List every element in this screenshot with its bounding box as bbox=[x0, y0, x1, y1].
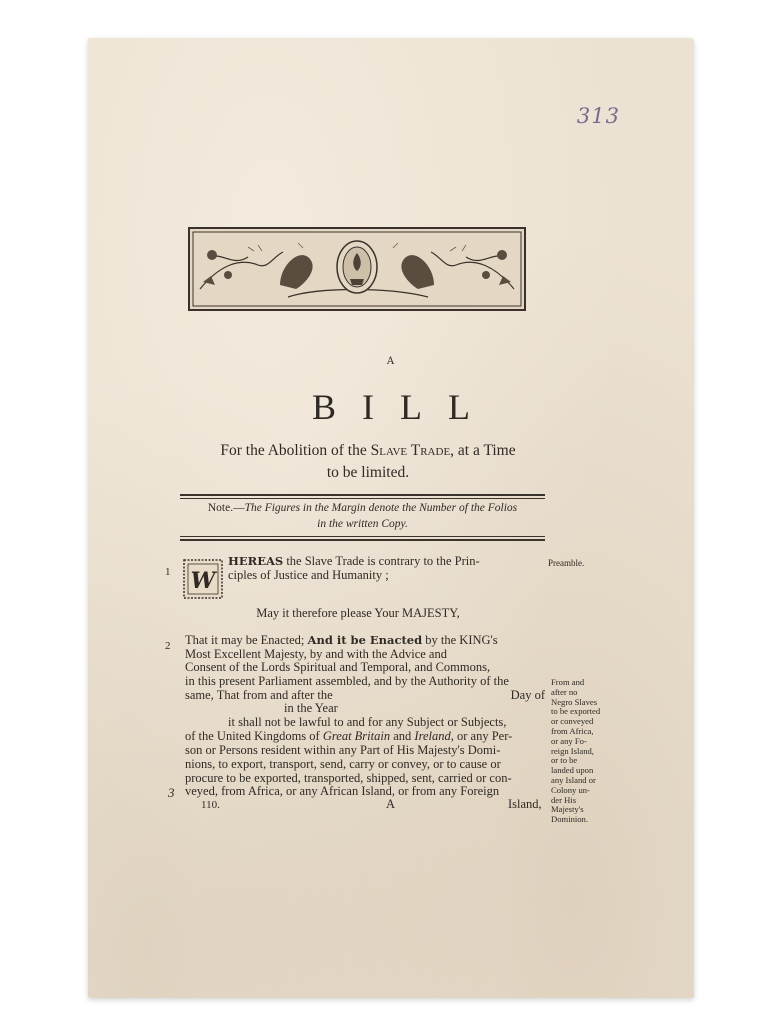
great-britain: Great Britain bbox=[322, 729, 391, 743]
body-line-9: son or Persons resident within any Part of His Majesty's Domi- bbox=[185, 743, 501, 757]
body-line-8-post: , or any Per- bbox=[450, 729, 513, 743]
side-note-line: any Island or bbox=[551, 774, 596, 785]
folio-number: 313 bbox=[576, 104, 620, 128]
side-note-line: or to be bbox=[551, 755, 578, 766]
rule-bottom bbox=[180, 539, 545, 541]
body-line-1-pre: That it may be Enacted; bbox=[185, 633, 308, 647]
whereas-word: HEREAS bbox=[228, 554, 284, 568]
body-line-10: nions, to export, transport, send, carry or convey, or to cause or bbox=[185, 757, 501, 771]
side-note-line: to be exported bbox=[551, 706, 601, 717]
folio-note bbox=[180, 500, 545, 532]
body-line-5-pre: same, That from and after the bbox=[185, 688, 333, 702]
side-note-line: Colony un- bbox=[551, 784, 590, 795]
subtitle-slave-trade: Slave Trade bbox=[370, 442, 451, 459]
body-line-5 bbox=[185, 689, 545, 703]
engraved-banner bbox=[188, 227, 526, 311]
document-subtitle bbox=[178, 440, 558, 484]
body-line-4: in this present Parliament assembled, and by the Authority of the bbox=[185, 674, 509, 688]
side-note-line: reign Island, bbox=[551, 745, 594, 756]
body-line-2: Most Excellent Majesty, by and with the Advice and bbox=[185, 647, 447, 661]
margin-folio-1: 1 bbox=[165, 566, 171, 578]
body-line-11: procure to be exported, transported, shipped, sent, carried or con- bbox=[185, 771, 512, 785]
side-note-line: from Africa, bbox=[551, 725, 594, 736]
subtitle-pre: For the Abolition of the bbox=[220, 442, 371, 459]
footer-catchword: Island, bbox=[508, 797, 542, 811]
body-line-1-post: by the KING's bbox=[422, 633, 498, 647]
side-note-line: after no bbox=[551, 686, 578, 697]
body-line-7: it shall not be lawful to and for any Subject or Subjects, bbox=[228, 715, 507, 729]
body-line-1 bbox=[185, 634, 498, 648]
preamble-line-1 bbox=[228, 555, 480, 569]
body-line-8 bbox=[185, 730, 512, 744]
note-line1: The Figures in the Margin denote the Number of the Folios bbox=[244, 502, 518, 514]
subtitle-line2: to be limited. bbox=[326, 464, 410, 481]
dropcap-letter: W bbox=[190, 568, 216, 594]
subtitle-post: , at a Time bbox=[450, 442, 516, 459]
document-page bbox=[88, 38, 694, 998]
heading-article: A bbox=[386, 356, 396, 367]
margin-side-note bbox=[551, 678, 600, 825]
document-title: BILL bbox=[312, 387, 496, 427]
ornamental-dropcap bbox=[183, 559, 223, 599]
rule-top-thin bbox=[180, 498, 545, 499]
margin-folio-3: 3 bbox=[168, 785, 175, 800]
footer-number: 110. bbox=[201, 799, 220, 811]
side-note-line: or conveyed bbox=[551, 716, 594, 727]
note-line2: in the written Copy. bbox=[317, 518, 408, 530]
margin-folio-2: 2 bbox=[165, 640, 171, 652]
side-note-line: Majesty's bbox=[551, 804, 584, 815]
body-line-8-pre: of the United Kingdoms of bbox=[185, 729, 323, 743]
body-line-3: Consent of the Lords Spiritual and Temporal, and Commons, bbox=[185, 660, 491, 674]
body-line-5-dayof: Day of bbox=[510, 688, 545, 702]
rule-bottom-thin bbox=[180, 536, 545, 537]
body-line-6: in the Year bbox=[284, 701, 338, 715]
side-note-line: or any Fo- bbox=[551, 735, 587, 746]
side-note-line: Negro Slaves bbox=[551, 696, 598, 707]
side-note-line: landed upon bbox=[551, 765, 594, 776]
side-note-line: From and bbox=[551, 677, 585, 687]
petition-line: May it therefore please Your MAJESTY, bbox=[256, 606, 460, 620]
ireland: Ireland bbox=[414, 729, 451, 743]
note-lead: Note.— bbox=[207, 502, 245, 514]
side-note-line: Dominion. bbox=[551, 814, 589, 825]
preamble-line-2: ciples of Justice and Humanity ; bbox=[228, 568, 389, 582]
side-note-line: der His bbox=[551, 794, 577, 805]
enacted-blackletter: And it be Enacted bbox=[307, 633, 423, 647]
rule-top bbox=[180, 494, 545, 496]
footer-signature: A bbox=[386, 797, 396, 811]
body-line-8-mid: and bbox=[390, 729, 415, 743]
body-line-12: veyed, from Africa, or any African Island, or from any Foreign bbox=[185, 784, 500, 798]
preamble-text-1: the Slave Trade is contrary to the Prin- bbox=[286, 554, 480, 568]
preamble-side-label: Preamble. bbox=[548, 558, 585, 568]
